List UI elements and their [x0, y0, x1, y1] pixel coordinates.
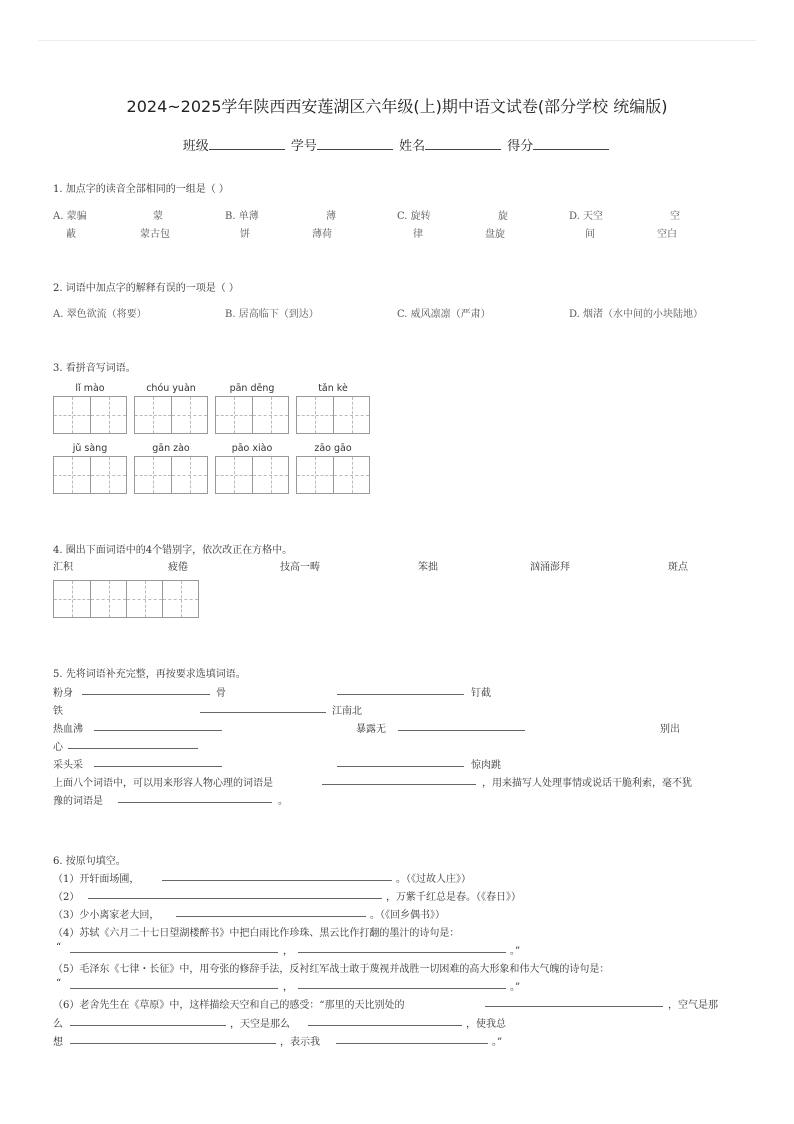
q6-blank-4a[interactable] — [70, 952, 278, 953]
q3-pinyin-7: pāo xiào — [231, 443, 273, 454]
q5-blank-3[interactable] — [200, 712, 326, 713]
q6-item1-end: 。（《过故人庄》） — [396, 874, 471, 885]
q3-answer-grid-6[interactable] — [134, 456, 208, 494]
q3-answer-grid-7[interactable] — [215, 456, 289, 494]
q2-stem: 2. 词语中加点字的解释有误的一项是（ ） — [53, 283, 239, 294]
q5-word-jiangnanbei: 江南北 — [332, 706, 362, 717]
q5-sentence-end: 。 — [278, 796, 288, 807]
q5-sentence-c: 豫的词语是 — [53, 796, 103, 807]
q5-blank-8[interactable] — [337, 766, 464, 767]
q3-answer-grid-1[interactable] — [53, 396, 127, 434]
q6-item1-start: （1）开轩面场圃， — [53, 874, 140, 885]
q5-blank-decisive[interactable] — [118, 802, 272, 803]
q1-option-c-line1: C. 旋转 — [397, 211, 431, 222]
q6-item5-prompt: （5）毛泽东《七律・长征》中，用夸张的修辞手法，反衬红军战士敢于蔑视并战胜一切困难的高大形象和伟大气魄的诗句是： — [53, 964, 610, 975]
q3-answer-grid-5[interactable] — [53, 456, 127, 494]
q6-stem: 6. 按原句填空。 — [53, 856, 126, 867]
q6-blank-6e[interactable] — [336, 1043, 488, 1044]
q1-option-a-line2: 蔽 — [66, 229, 76, 240]
q6-item5-comma: ， — [283, 982, 293, 993]
q1-option-b-char1: 薄 — [326, 211, 336, 222]
q5-sentence-b: ，用来描写人处理事情或说话干脆利索，毫不犹 — [482, 778, 692, 789]
q5-word-rexuefei: 热血沸 — [53, 724, 83, 735]
q6-item2-start: （2） — [53, 892, 80, 903]
name-label: 姓名 — [399, 139, 426, 154]
q5-word-baoluwu: 暴露无 — [356, 724, 386, 735]
q6-blank-5a[interactable] — [70, 988, 278, 989]
score-label: 得分 — [507, 139, 534, 154]
q1-option-d-char1: 空 — [670, 211, 680, 222]
q6-blank-6a[interactable] — [485, 1006, 663, 1007]
q6-item4-close-quote: 。” — [510, 946, 521, 957]
q5-blank-4[interactable] — [94, 730, 222, 731]
q3-pinyin-3: pān dēng — [229, 383, 275, 394]
q3-pinyin-5: jǔ sàng — [72, 443, 108, 454]
q6-item6-line2-end: ，使我总 — [466, 1019, 506, 1030]
q5-sentence-a: 上面八个词语中，可以用来形容人物心理的词语是 — [53, 778, 273, 789]
class-blank[interactable] — [209, 137, 285, 150]
q3-answer-grid-3[interactable] — [215, 396, 289, 434]
q5-blank-2[interactable] — [337, 694, 464, 695]
q6-item6-line3-start: 想 — [53, 1037, 63, 1048]
q6-item6-prompt: （6）老舍先生在《草原》中，这样描绘天空和自己的感受：“那里的天比别处的 — [53, 1000, 405, 1011]
q1-option-c-char2: 盘旋 — [485, 229, 505, 240]
q3-pinyin-2: chóu yuàn — [146, 383, 196, 394]
q5-word-xin: 心 — [53, 742, 63, 753]
q6-item4-open-quote: “ — [56, 942, 62, 953]
q2-option-d: D. 烟渚（水中间的小块陆地） — [569, 309, 704, 320]
q5-word-fenshen: 粉身 — [53, 688, 73, 699]
q4-word-4[interactable]: 笨拙 — [418, 562, 438, 573]
q6-item6-line2-mid: ，天空是那么 — [230, 1019, 290, 1030]
q6-item4-comma: ， — [283, 946, 293, 957]
q3-pinyin-4: tǎn kè — [318, 383, 348, 394]
q4-answer-grid[interactable] — [53, 580, 199, 618]
name-blank[interactable] — [425, 137, 501, 150]
q6-item3-start: （3）少小离家老大回， — [53, 910, 160, 921]
class-label: 班级 — [182, 139, 209, 154]
q5-word-caitoucai: 采头采 — [53, 760, 83, 771]
q5-word-jingroutiao: 惊肉跳 — [471, 760, 501, 771]
q6-item4-prompt: （4）苏轼《六月二十七日望湖楼醉书》中把白雨比作珍珠、黑云比作打翻的墨汁的诗句是： — [53, 928, 460, 939]
q5-stem: 5. 先将词语补充完整，再按要求选填词语。 — [53, 669, 246, 680]
q3-answer-grid-2[interactable] — [134, 396, 208, 434]
q6-item3-end: 。（《回乡偶书》） — [370, 910, 445, 921]
q1-option-d-line2: 间 — [585, 229, 595, 240]
q6-item6-line2-start: 么 — [53, 1019, 63, 1030]
q3-pinyin-8: zāo gāo — [314, 443, 352, 454]
id-label: 学号 — [290, 139, 317, 154]
q5-word-tie: 铁 — [53, 706, 63, 717]
q3-stem: 3. 看拼音写词语。 — [53, 363, 136, 374]
q4-word-6[interactable]: 斑点 — [668, 562, 688, 573]
q1-option-a-char1: 蒙 — [153, 211, 163, 222]
q6-blank-5b[interactable] — [298, 988, 506, 989]
q3-pinyin-1: lǐ mào — [75, 383, 105, 394]
q5-word-biechu: 别出 — [660, 724, 680, 735]
page-title: 2024~2025学年陕西西安莲湖区六年级(上)期中语文试卷(部分学校 统编版) — [126, 97, 668, 116]
q4-stem: 4. 圈出下面词语中的4个错别字，依次改正在方格中。 — [53, 545, 293, 556]
q5-blank-psychology[interactable] — [322, 784, 476, 785]
q6-blank-6d[interactable] — [70, 1043, 276, 1044]
q4-word-3[interactable]: 技高一畴 — [280, 562, 320, 573]
top-rule — [38, 40, 756, 41]
q6-blank-4b[interactable] — [298, 952, 506, 953]
q2-option-b: B. 居高临下（到达） — [225, 309, 319, 320]
q1-stem: 1. 加点字的读音全部相同的一组是（ ） — [53, 184, 229, 195]
score-blank[interactable] — [533, 137, 609, 150]
q6-item6-cont: ，空气是那 — [668, 1000, 718, 1011]
q2-option-a: A. 翠色欲流（将要） — [53, 309, 147, 320]
q3-answer-grid-8[interactable] — [296, 456, 370, 494]
q4-word-1[interactable]: 汇积 — [53, 562, 73, 573]
q6-blank-3[interactable] — [176, 916, 366, 917]
q2-option-c: C. 威风凛凛（严肃） — [397, 309, 491, 320]
q4-word-2[interactable]: 疲倦 — [168, 562, 188, 573]
q6-item5-close-quote: 。” — [510, 982, 521, 993]
q3-pinyin-6: gān zào — [152, 443, 190, 454]
q5-word-dingjie: 钉截 — [471, 688, 491, 699]
q1-option-d-line1: D. 天空 — [569, 211, 604, 222]
q6-blank-6c[interactable] — [308, 1025, 462, 1026]
q1-option-a-char2: 蒙古包 — [140, 229, 170, 240]
q6-item5-open-quote: “ — [56, 978, 62, 989]
q1-option-b-line2: 饼 — [240, 229, 250, 240]
id-blank[interactable] — [317, 137, 393, 150]
q6-item2-end: ，万紫千红总是春。（《春日》） — [386, 892, 521, 903]
q1-option-c-line2: 律 — [413, 229, 423, 240]
q6-blank-1[interactable] — [162, 880, 392, 881]
q6-blank-6b[interactable] — [70, 1025, 226, 1026]
q5-blank-6[interactable] — [68, 748, 198, 749]
q3-answer-grid-4[interactable] — [296, 396, 370, 434]
q1-option-d-char2: 空白 — [657, 229, 677, 240]
q5-blank-7[interactable] — [94, 766, 222, 767]
q1-option-c-char1: 旋 — [498, 211, 508, 222]
q6-item6-line3-mid: ，表示我 — [280, 1037, 320, 1048]
q1-option-a-line1: A. 蒙骗 — [53, 211, 87, 222]
q5-word-gu: 骨 — [216, 688, 226, 699]
q6-item6-line3-end: 。” — [492, 1037, 503, 1048]
student-info-row — [0, 135, 794, 154]
q5-blank-1[interactable] — [82, 694, 210, 695]
q6-blank-2[interactable] — [88, 898, 382, 899]
q4-word-5[interactable]: 汹涌澎拜 — [530, 562, 570, 573]
q1-option-b-char2: 薄荷 — [312, 229, 332, 240]
q5-blank-5[interactable] — [398, 730, 525, 731]
q1-option-b-line1: B. 单薄 — [225, 211, 259, 222]
